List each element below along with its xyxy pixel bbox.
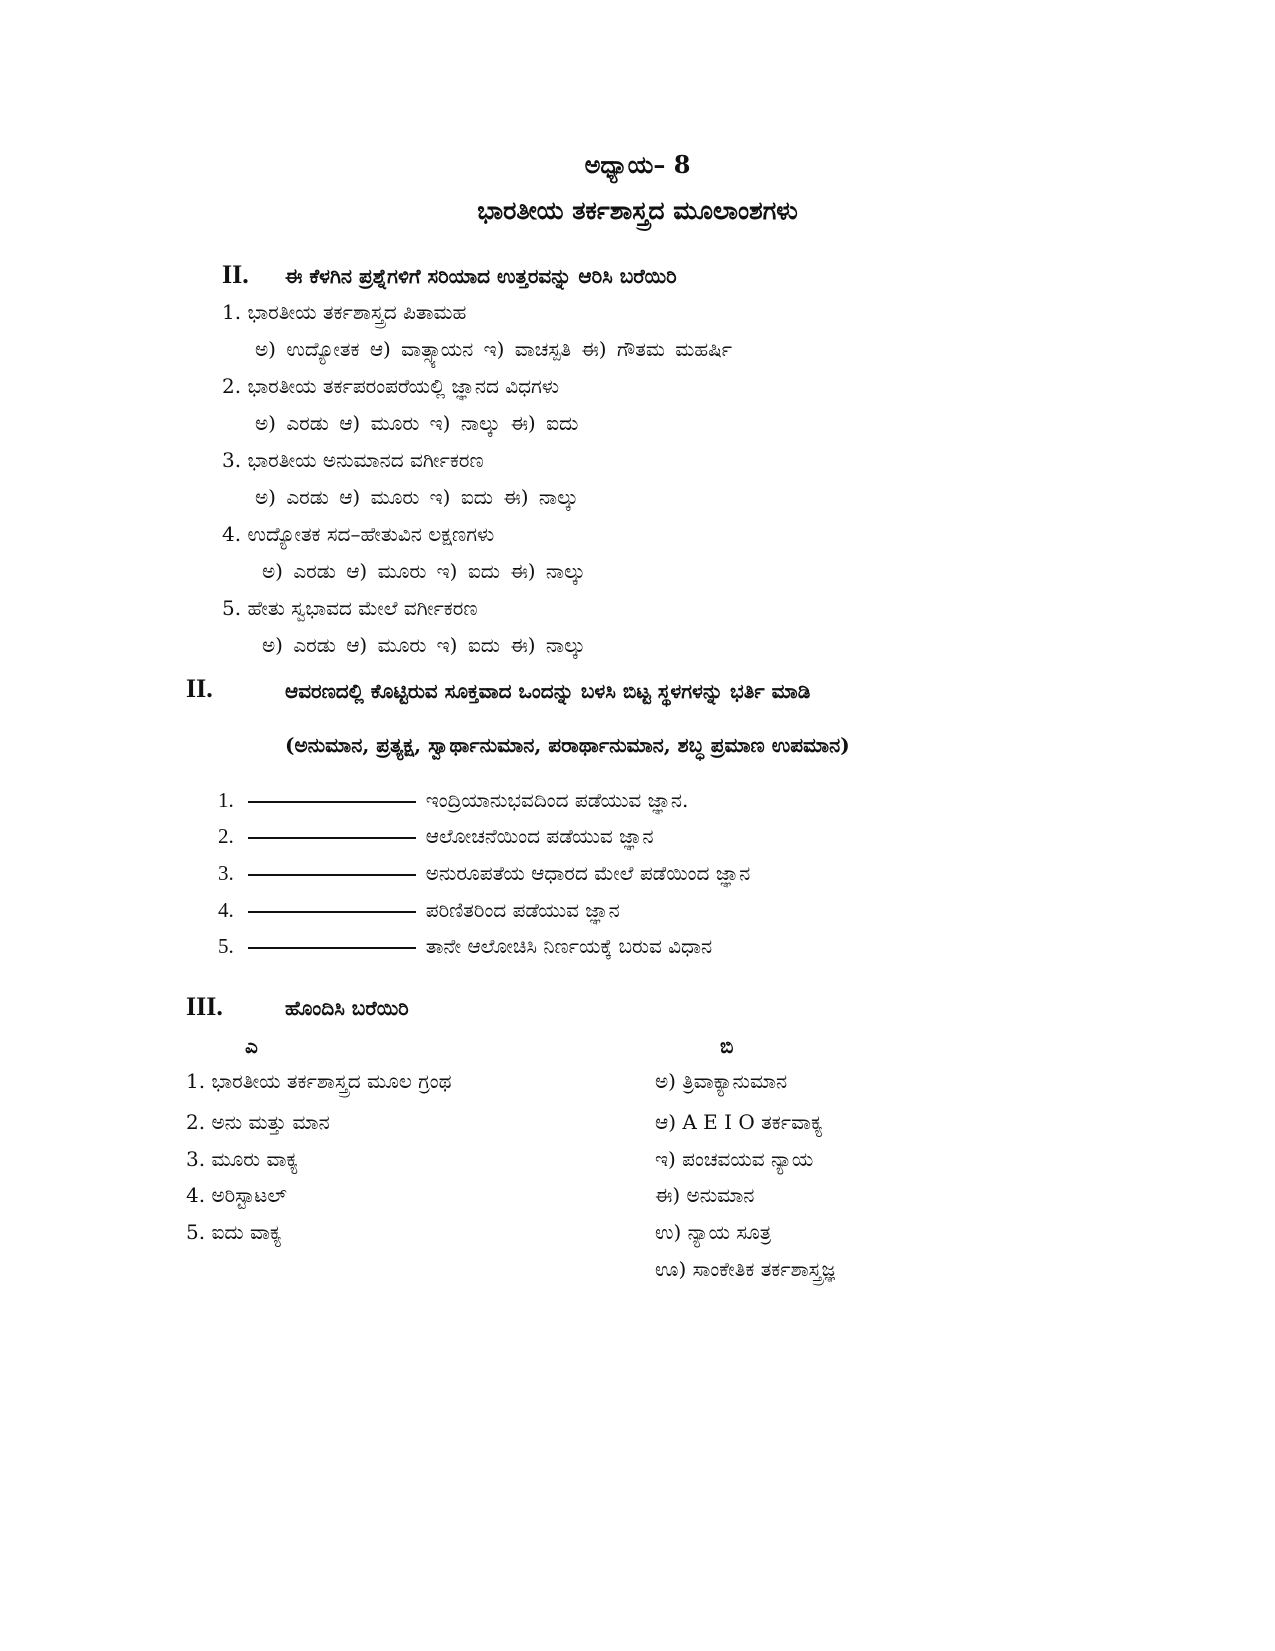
- blank-item-1: [218, 788, 688, 813]
- blank-item-3: [218, 861, 750, 886]
- column-a-item-5: 5. ಐದು ವಾಕ್ಯ: [186, 1220, 282, 1244]
- answer-blank: [248, 947, 416, 949]
- section2-choices: (ಅನುಮಾನ, ಪ್ರತ್ಯಕ್ಷ, ಸ್ವಾರ್ಥಾನುಮಾನ, ಪರಾರ್ಥಾನುಮಾನ, ಶಬ್ಧ ಪ್ರಮಾಣ ಉಪಮಾನ): [285, 733, 850, 757]
- mcq-question-1: 1. ಭಾರತೀಯ ತರ್ಕಶಾಸ್ತ್ರದ ಪಿತಾಮಹ: [222, 300, 467, 324]
- section3-numeral: III.: [186, 992, 223, 1021]
- blank-number: 3.: [218, 861, 234, 885]
- column-b-item-i: ಇ) ಪಂಚವಯವ ನ್ಯಾಯ: [655, 1147, 814, 1171]
- column-b-item-aa: ಆ) A E I O ತರ್ಕವಾಕ್ಯ: [655, 1110, 823, 1134]
- blank-item-5: [218, 934, 712, 959]
- blank-item-4: [218, 898, 620, 923]
- section1-instruction: ಈ ಕೆಳಗಿನ ಪ್ರಶ್ನೆಗಳಿಗೆ ಸರಿಯಾದ ಉತ್ತರವನ್ನು ಆರಿಸಿ ಬರೆಯಿರಿ: [285, 264, 677, 288]
- answer-blank: [248, 911, 416, 913]
- column-b-item-ii: ಈ) ಅನುಮಾನ: [655, 1183, 755, 1207]
- column-a-item-3: 3. ಮೂರು ವಾಕ್ಯ: [186, 1147, 299, 1171]
- blank-text: ತಾನೇ ಆಲೋಚಿಸಿ ನಿರ್ಣಯಕ್ಕೆ ಬರುವ ವಿಧಾನ: [425, 934, 713, 958]
- column-a-item-4: 4. ಅರಿಸ್ಟಾಟಲ್: [186, 1183, 287, 1207]
- blank-number: 2.: [218, 824, 234, 848]
- section2-instruction: ಆವರಣದಲ್ಲಿ ಕೊಟ್ಟಿರುವ ಸೂಕ್ತವಾದ ಒಂದನ್ನು ಬಳಸಿ ಬಿಟ್ಟ ಸ್ಥಳಗಳನ್ನು ಭರ್ತಿ ಮಾಡಿ: [285, 679, 811, 703]
- answer-blank: [248, 874, 416, 876]
- column-a-item-2: 2. ಅನು ಮತ್ತು ಮಾನ: [186, 1110, 330, 1134]
- mcq-options-3: ಅ) ಎರಡು ಆ) ಮೂರು ಇ) ಐದು ಈ) ನಾಲ್ಕು: [255, 485, 579, 509]
- blank-text: ಇಂದ್ರಿಯಾನುಭವದಿಂದ ಪಡೆಯುವ ಜ್ಞಾನ.: [425, 788, 689, 812]
- column-b-item-u: ಉ) ನ್ಯಾಯ ಸೂತ್ರ: [655, 1220, 772, 1244]
- answer-blank: [248, 837, 416, 839]
- mcq-options-2: ಅ) ಎರಡು ಆ) ಮೂರು ಇ) ನಾಲ್ಕು ಈ) ಐದು: [255, 411, 579, 435]
- blank-number: 4.: [218, 898, 234, 922]
- blank-number: 5.: [218, 934, 234, 958]
- column-b-item-uu: ಊ) ಸಾಂಕೇತಿಕ ತರ್ಕಶಾಸ್ತ್ರಜ್ಞ: [655, 1257, 835, 1281]
- blank-item-2: [218, 824, 654, 849]
- chapter-heading: ಅಧ್ಯಾಯ– 8: [584, 150, 691, 179]
- mcq-options-4: ಅ) ಎರಡು ಆ) ಮೂರು ಇ) ಐದು ಈ) ನಾಲ್ಕು: [262, 559, 586, 583]
- column-a-item-1: 1. ಭಾರತೀಯ ತರ್ಕಶಾಸ್ತ್ರದ ಮೂಲ ಗ್ರಂಥ: [186, 1069, 452, 1093]
- blank-text: ಪರಿಣಿತರಿಂದ ಪಡೆಯುವ ಜ್ಞಾನ: [425, 898, 620, 922]
- blank-text: ಆಲೋಚನೆಯಿಂದ ಪಡೆಯುವ ಜ್ಞಾನ: [425, 824, 654, 848]
- section1-numeral: II.: [222, 260, 249, 289]
- column-a-heading: ಎ: [245, 1034, 258, 1058]
- mcq-options-1: ಅ) ಉದ್ಯೋತಕ ಆ) ವಾತ್ಸ್ಯಾಯನ ಇ) ವಾಚಸ್ಪತಿ ಈ) ಗೌತಮ ಮಹರ್ಷಿ: [255, 337, 733, 361]
- section3-instruction: ಹೊಂದಿಸಿ ಬರೆಯಿರಿ: [285, 996, 409, 1020]
- blank-text: ಅನುರೂಪತೆಯ ಆಧಾರದ ಮೇಲೆ ಪಡೆಯಿಂದ ಜ್ಞಾನ: [425, 861, 751, 885]
- mcq-options-5: ಅ) ಎರಡು ಆ) ಮೂರು ಇ) ಐದು ಈ) ನಾಲ್ಕು: [262, 633, 586, 657]
- column-b-heading: ಬಿ: [720, 1034, 734, 1058]
- answer-blank: [248, 801, 416, 803]
- mcq-question-2: 2. ಭಾರತೀಯ ತರ್ಕಪರಂಪರೆಯಲ್ಲಿ ಜ್ಞಾನದ ವಿಧಗಳು: [222, 374, 560, 398]
- mcq-question-5: 5. ಹೇತು ಸ್ವಭಾವದ ಮೇಲೆ ವರ್ಗೀಕರಣ: [222, 596, 478, 620]
- mcq-question-4: 4. ಉದ್ಯೋತಕ ಸದ–ಹೇತುವಿನ ಲಕ್ಷಣಗಳು: [222, 522, 495, 546]
- section2-numeral: II.: [186, 674, 213, 703]
- blank-number: 1.: [218, 788, 234, 812]
- mcq-question-3: 3. ಭಾರತೀಯ ಅನುಮಾನದ ವರ್ಗೀಕರಣ: [222, 448, 484, 472]
- column-b-item-a: ಅ) ತ್ರಿವಾಕ್ಯಾನುಮಾನ: [655, 1069, 788, 1093]
- chapter-title: ಭಾರತೀಯ ತರ್ಕಶಾಸ್ತ್ರದ ಮೂಲಾಂಶಗಳು: [477, 196, 798, 225]
